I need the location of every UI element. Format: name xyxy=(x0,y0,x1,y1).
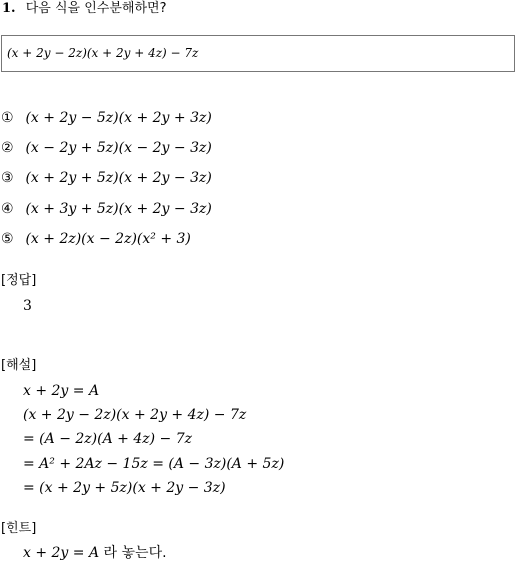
answer-value: 3 xyxy=(23,298,32,314)
choice-text: (x + 2z)(x − 2z)(x² + 3) xyxy=(25,231,191,247)
question-number: 1. xyxy=(2,1,16,16)
explanation-line-4: = A² + 2Az − 15z = (A − 3z)(A + 5z) xyxy=(23,456,285,472)
choice-marker: ④ xyxy=(1,201,14,217)
choice-5[interactable] xyxy=(1,229,191,249)
answer-heading: [정답] xyxy=(1,273,37,288)
expression-box xyxy=(1,35,515,72)
choice-text: (x + 3y + 5z)(x + 2y − 3z) xyxy=(25,201,212,217)
choice-marker: ⑤ xyxy=(1,231,14,247)
choice-marker: ② xyxy=(1,140,14,156)
hint-heading: [힌트] xyxy=(1,521,37,536)
choice-3[interactable] xyxy=(1,168,212,188)
choice-text: (x + 2y − 5z)(x + 2y + 3z) xyxy=(25,110,212,126)
choice-marker: ③ xyxy=(1,170,14,186)
explanation-heading: [해설] xyxy=(1,358,37,373)
choice-text: (x + 2y + 5z)(x + 2y − 3z) xyxy=(25,170,212,186)
choice-4[interactable] xyxy=(1,199,212,219)
question-text: 다음 식을 인수분해하면? xyxy=(25,1,167,16)
choice-marker: ① xyxy=(1,110,14,126)
explanation-line-5: = (x + 2y + 5z)(x + 2y − 3z) xyxy=(23,480,226,496)
explanation-line-3: = (A − 2z)(A + 4z) − 7z xyxy=(23,431,192,447)
expression-text: (x + 2y − 2z)(x + 2y + 4z) − 7z xyxy=(7,46,199,60)
question-title xyxy=(2,0,166,18)
hint-math: x + 2y = A xyxy=(23,545,100,561)
choice-1[interactable] xyxy=(1,108,212,128)
explanation-line-2: (x + 2y − 2z)(x + 2y + 4z) − 7z xyxy=(23,407,247,423)
choice-text: (x − 2y + 5z)(x − 2y − 3z) xyxy=(25,140,212,156)
choice-2[interactable] xyxy=(1,138,212,158)
explanation-line-1: x + 2y = A xyxy=(23,383,100,399)
hint-line xyxy=(23,543,167,563)
hint-text: 라 놓는다. xyxy=(99,545,167,561)
